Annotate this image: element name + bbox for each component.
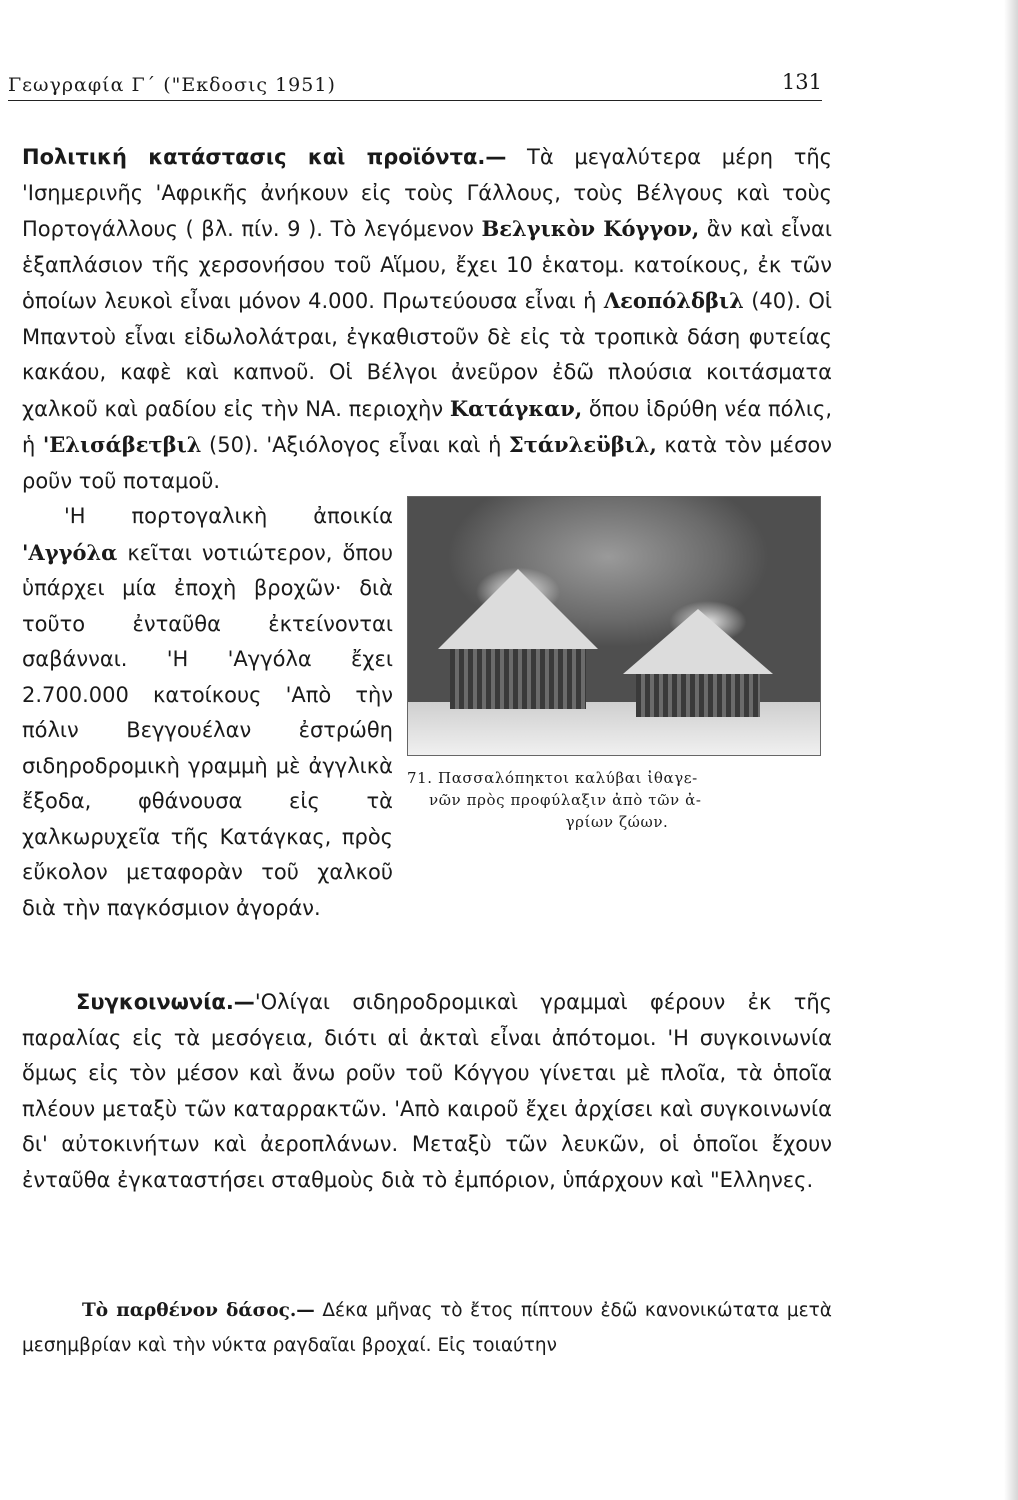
section-virgin-forest (22, 1293, 832, 1363)
paragraph-angola: 'Η πορτογαλικὴ ἀποικία 'Αγγόλα κεῖται νοτιώτερον, ὅπου ὑπάρχει μία ἐποχὴ βροχῶν· διὰ τοῦτο ἐνταῦθα ἐκτείνονται σαβάνναι. 'Η 'Αγγόλα ἔχει 2.700.000 κατοίκους 'Απὸ τὴν πόλιν Βεγγουέλαν ἐστρώθη σιδηροδρομικὴ γραμμὴ μὲ ἀγγλικὰ ἔξοδα, φθάνουσα εἰς τὰ χαλκωρυχεῖα τῆς Κατάγκας, πρὸς εὔκολον μεταφορὰν τοῦ χαλκοῦ διὰ τὴν παγκόσμιον ἀγοράν. (22, 504, 393, 920)
term-leopoldville: Λεοπόλδβιλ (603, 288, 744, 313)
term-belgian-congo: Βελγικὸν Κόγγον, (481, 216, 700, 241)
figure-photo-huts (407, 496, 821, 756)
running-title: Γεωγραφία Γ΄ ("Εκδοσις 1951) (8, 74, 336, 96)
page-edge-shadow (1004, 0, 1018, 1500)
paragraph-communications: Συγκοινωνία.—'Ολίγαι σιδηροδρομικαὶ γραμμαὶ φέρουν ἐκ τῆς παραλίας εἰς τὰ μεσόγεια, διότι αἱ ἀκταὶ εἶναι ἀπότομοι. 'Η συγκοινωνία ὅμως εἰς τὸν μέσον καὶ ἄνω ροῦν τοῦ Κόγγου γίνεται μὲ πλοῖα, τὰ ὁποῖα πλέουν μεταξὺ τῶν καταρρακτῶν. 'Απὸ καιροῦ ἔχει ἀρχίσει καὶ συγκοινωνία δι' αὐτοκινήτων καὶ ἀεροπλάνων. Μεταξὺ τῶν λευκῶν, οἱ ὁποῖοι ἔχουν ἐνταῦθα ἐγκαταστήσει σταθμοὺς διὰ τὸ ἐμπόριον, ὑπάρχουν καὶ "Ελληνες. (22, 990, 832, 1192)
section-heading-communications: Συγκοινωνία.— (76, 990, 255, 1014)
figure-71 (407, 464, 832, 879)
page-number: 131 (781, 70, 822, 94)
term-angola: 'Αγγόλα (22, 539, 118, 565)
paragraph-political: Πολιτική κατάστασις καὶ προϊόντα.— Τὰ μεγαλύτερα μέρη τῆς 'Ισημερινῆς 'Αφρικῆς ἀνήκουν εἰς τοὺς Γάλλους, τοὺς Βέλγους καὶ τοὺς Πορτογάλλους ( βλ. πίν. 9 ). Τὸ λεγόμενον Βελγικὸν Κόγγον, ἂν καὶ εἶναι ἑξαπλάσιον τῆς χερσονήσου τοῦ Αἵμου, ἔχει 10 ἑκατομ. κατοίκους, ἐκ τῶν ὁποίων λευκοὶ εἶναι μόνον 4.000. Πρωτεύουσα εἶναι ἡ Λεοπόλδβιλ (40). Οἱ Μπαντοὺ εἶναι εἰδωλολάτραι, ἐγκαθιστοῦν δὲ εἰς τὰ τροπικὰ δάση φυτείας κακάου, καφὲ καὶ καπνοῦ. Οἱ Βέλγοι ἀνεῦρον ἐδῶ πλούσια κοιτάσματα χαλκοῦ καὶ ραδίου εἰς τὴν ΝΑ. περιοχὴν Κατάγκαν, ὅπου ἱδρύθη νέα πόλις, ἡ 'Ελισάβετβιλ (50). 'Αξιόλογος εἶναι καὶ ἡ 71. Πασσαλόπηκτοι καλύβαι ἰθαγε- νῶν πρὸς προφύλαξιν ἀπὸ τῶν ἀ- γρίων ζώων. Στάνλεϋβιλ, κατὰ τὸν μέσον ροῦν τοῦ ποταμοῦ. (22, 140, 832, 499)
paragraph-forest: Τὸ παρθένον δάσος.— Δέκα μῆνας τὸ ἔτος πίπτουν ἐδῶ κανονικώτατα μετὰ μεσημβρίαν καὶ τὴν νύκτα ραγδαῖαι βροχαί. Εἰς τοιαύτην (22, 1300, 832, 1356)
section-communications (22, 985, 832, 1198)
section-heading-political: Πολιτική κατάστασις καὶ προϊόντα.— (22, 145, 507, 169)
hut-roof-right (623, 609, 773, 674)
term-elisabethville: 'Ελισάβετβιλ (42, 432, 202, 457)
figure-caption: 71. Πασσαλόπηκτοι καλύβαι ἰθαγε- νῶν πρὸς προφύλαξιν ἀπὸ τῶν ἀ- γρίων ζώων. (407, 768, 702, 831)
running-header (8, 66, 822, 101)
hut-roof-left (438, 569, 598, 649)
term-katanga: Κατάγκαν, (449, 395, 583, 421)
section-heading-forest: Τὸ παρθένον δάσος.— (82, 1300, 315, 1321)
term-stanleyville: Στάνλεϋβιλ, (508, 432, 657, 457)
section-political-situation (22, 140, 832, 926)
